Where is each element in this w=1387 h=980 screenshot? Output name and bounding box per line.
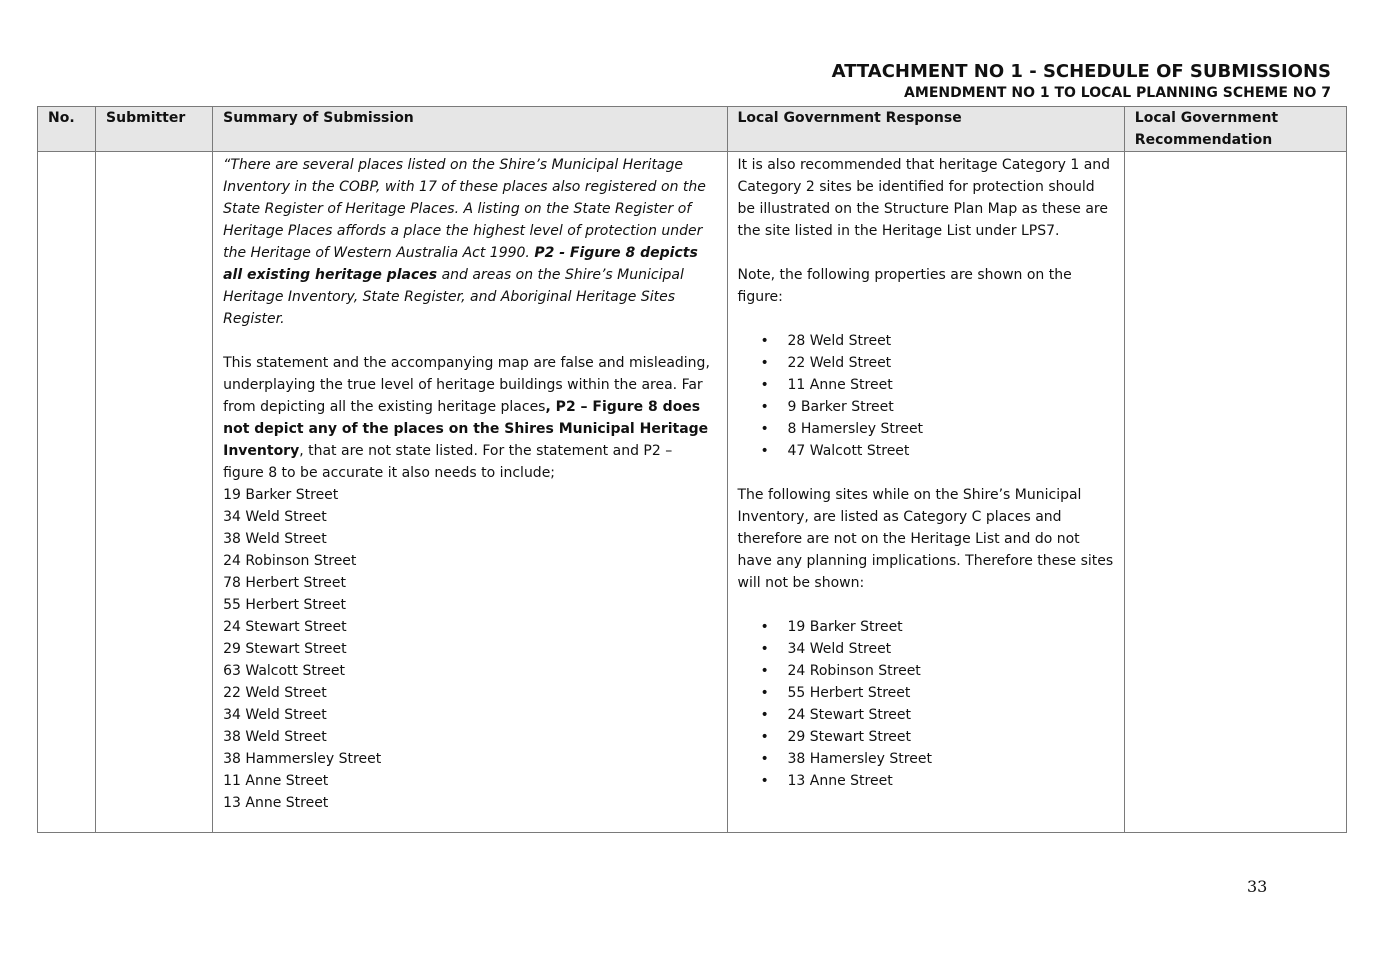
list-item: • 22 Weld Street xyxy=(788,352,1114,374)
column-header-no: No. xyxy=(38,107,96,152)
summary-address-list xyxy=(223,484,716,814)
address-line: 29 Stewart Street xyxy=(223,641,347,657)
summary-paragraph xyxy=(223,352,716,484)
response-paragraph-2: Note, the following properties are shown on the figure: xyxy=(737,267,1072,305)
summary-paragraph-bold: , P2 – Figure 8 does not depict any of the places on the Shires Municipal Heritage Inventory xyxy=(223,399,709,459)
summary-paragraph-text-end: , that are not state listed. For the statement and P2 – figure 8 to be accurate it also needs to include; xyxy=(223,443,673,481)
document-title: ATTACHMENT NO 1 - SCHEDULE OF SUBMISSIONS xyxy=(831,61,1331,82)
list-item: • 47 Walcott Street xyxy=(788,440,1114,462)
document-header xyxy=(832,60,1331,102)
list-item: • 55 Herbert Street xyxy=(788,682,1114,704)
table-header-row xyxy=(38,107,1347,152)
summary-quote-text: “There are several places listed on the Shire’s Municipal Heritage Inventory in the COBP, with 17 of these places also registered on the State Register of Heritage Places. A listing on the State Register of Heritage Places affords a place the highest level of protection under the Heritage of Western Australia Act 1990. xyxy=(223,157,706,261)
summary-quote-text-end: and areas on the Shire’s Municipal Heritage Inventory, State Register, and Aboriginal Heritage Sites Register. xyxy=(223,267,684,327)
address-line: 38 Weld Street xyxy=(223,729,327,745)
column-header-summary: Summary of Submission xyxy=(213,107,727,152)
address-line: 78 Herbert Street xyxy=(223,575,347,591)
page-number: 33 xyxy=(1247,877,1268,896)
address-line: 22 Weld Street xyxy=(223,685,327,701)
summary-quote xyxy=(223,154,716,330)
list-item: • 8 Hamersley Street xyxy=(788,418,1114,440)
cell-summary xyxy=(213,152,727,833)
cell-no xyxy=(38,152,96,833)
response-paragraph-3: The following sites while on the Shire’s Municipal Inventory, are listed as Category C places and therefore are not on the Heritage List and do not have any planning implications. Therefore these sites will not be shown: xyxy=(737,487,1114,591)
cell-submitter xyxy=(96,152,213,833)
address-line: 63 Walcott Street xyxy=(223,663,346,679)
list-item: • 9 Barker Street xyxy=(788,396,1114,418)
list-item: • 38 Hamersley Street xyxy=(788,748,1114,770)
summary-paragraph-text: This statement and the accompanying map are false and misleading, underplaying the true level of heritage buildings within the area. Far from depicting all the existing heritage places xyxy=(223,355,710,415)
address-line: 11 Anne Street xyxy=(223,773,329,789)
column-header-response: Local Government Response xyxy=(727,107,1124,152)
list-item: • 28 Weld Street xyxy=(788,330,1114,352)
list-item: • 24 Stewart Street xyxy=(788,704,1114,726)
address-line: 13 Anne Street xyxy=(223,795,329,811)
address-line: 38 Hammersley Street xyxy=(223,751,382,767)
cell-recommendation xyxy=(1124,152,1346,833)
not-shown-sites-list xyxy=(738,616,1114,792)
shown-properties-list xyxy=(738,330,1114,462)
address-line: 38 Weld Street xyxy=(223,531,327,547)
address-line: 19 Barker Street xyxy=(223,487,339,503)
column-header-recommendation: Local Government Recommendation xyxy=(1124,107,1346,152)
cell-response xyxy=(727,152,1124,833)
address-line: 34 Weld Street xyxy=(223,707,327,723)
list-item: • 19 Barker Street xyxy=(788,616,1114,638)
list-item: • 29 Stewart Street xyxy=(788,726,1114,748)
document-subtitle: AMENDMENT NO 1 TO LOCAL PLANNING SCHEME NO 7 xyxy=(904,85,1331,101)
address-line: 34 Weld Street xyxy=(223,509,327,525)
response-paragraph-1: It is also recommended that heritage Category 1 and Category 2 sites be identified for protection should be illustrated on the Structure Plan Map as these are the site listed in the Heritage List under LPS7. xyxy=(737,157,1111,239)
address-line: 55 Herbert Street xyxy=(223,597,347,613)
address-line: 24 Stewart Street xyxy=(223,619,347,635)
submissions-table xyxy=(37,106,1347,833)
summary-quote-bold: P2 - Figure 8 depicts all existing heritage places xyxy=(223,245,698,283)
address-line: 24 Robinson Street xyxy=(223,553,357,569)
list-item: • 11 Anne Street xyxy=(788,374,1114,396)
list-item: • 34 Weld Street xyxy=(788,638,1114,660)
table-row xyxy=(38,152,1347,833)
column-header-submitter: Submitter xyxy=(96,107,213,152)
list-item: • 13 Anne Street xyxy=(788,770,1114,792)
list-item: • 24 Robinson Street xyxy=(788,660,1114,682)
